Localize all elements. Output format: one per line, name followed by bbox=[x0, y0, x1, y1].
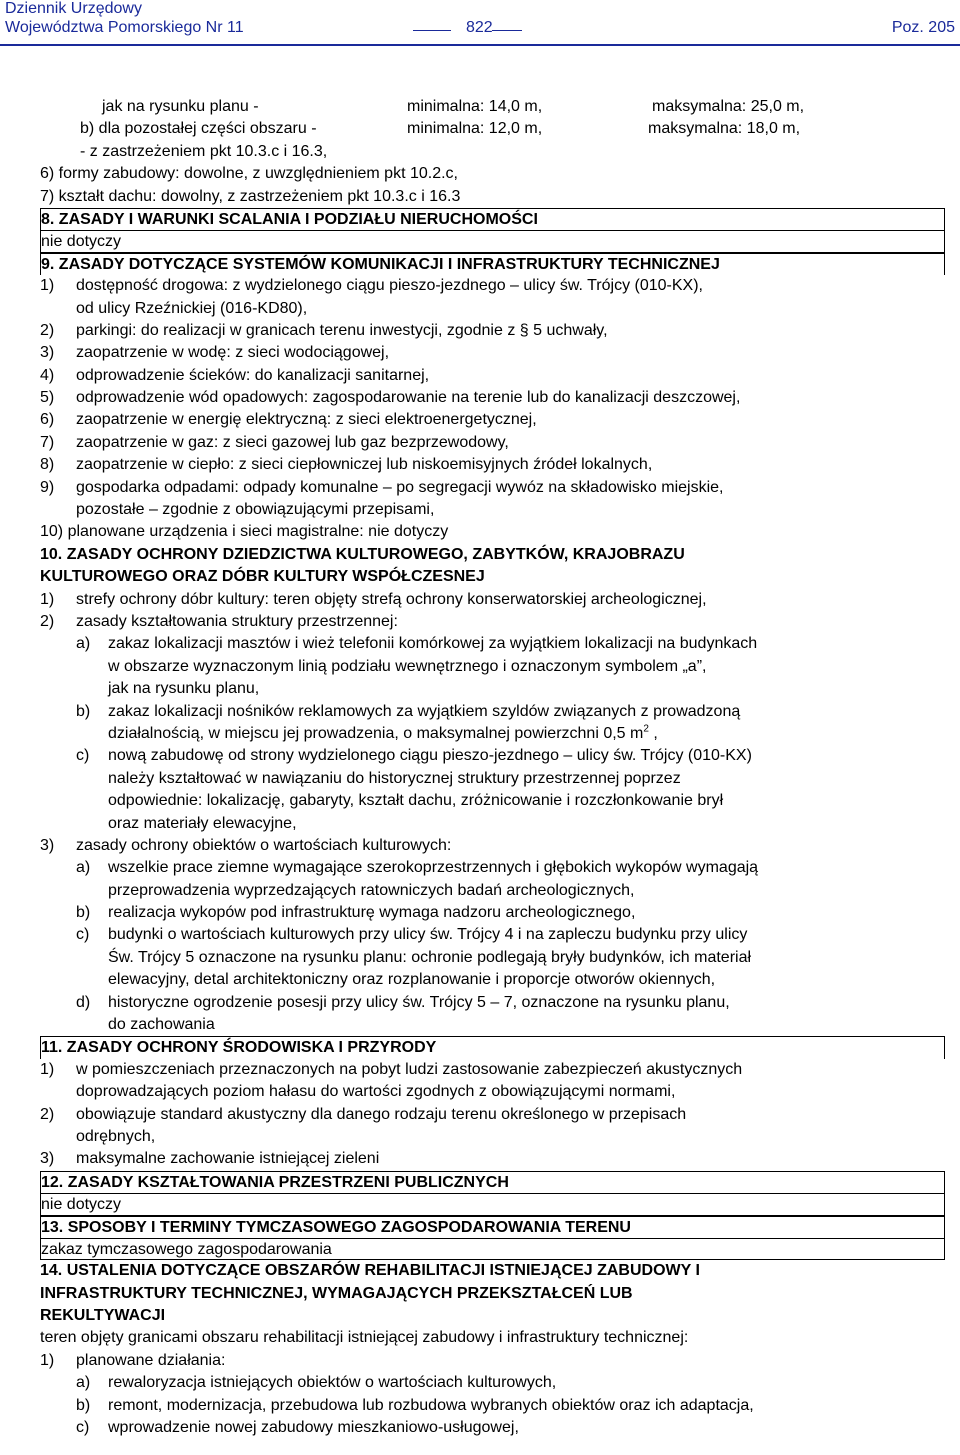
section-12-text: nie dotyczy bbox=[40, 1193, 945, 1215]
section-13-text: zakaz tymczasowego zagospodarowania bbox=[40, 1238, 945, 1260]
journal-title: Dziennik Urzędowy bbox=[5, 0, 142, 17]
s9-item-3: 3) zaopatrzenie w wodę: z sieci wodociągowej, bbox=[40, 344, 390, 362]
item-6-forms: 6) formy zabudowy: dowolne, z uwzględnieniem pkt 10.2.c, bbox=[40, 165, 458, 183]
height-note: - z zastrzeżeniem pkt 10.3.c i 16.3, bbox=[80, 142, 328, 160]
s11-item-2-cont: odrębnych, bbox=[76, 1127, 156, 1145]
s10-2-c-cont2: odpowiednie: lokalizację, gabaryty, kształt dachu, zróżnicowanie i rozczłonkowanie brył bbox=[108, 792, 724, 810]
section-9-heading: 9. ZASADY DOTYCZĄCE SYSTEMÓW KOMUNIKACJI I INFRASTRUKTURY TECHNICZNEJ bbox=[40, 253, 945, 275]
document-body bbox=[40, 96, 945, 1439]
section-14-text: teren objęty granicami obszaru rehabilitacji istniejącej zabudowy i infrastruktury technicznej: bbox=[40, 1329, 689, 1347]
s14-item-1: 1) planowane działania: bbox=[40, 1351, 226, 1369]
section-11-heading: 11. ZASADY OCHRONY ŚRODOWISKA I PRZYRODY bbox=[40, 1036, 945, 1058]
s9-item-9: 9) gospodarka odpadami: odpady komunalne – po segregacji wywóz na składowisko miejskie, bbox=[40, 478, 724, 496]
s11-item-3: 3) maksymalne zachowanie istniejącej zieleni bbox=[40, 1150, 380, 1168]
height-row-1: jak na rysunku planu - minimalna: 14,0 m, maksymalna: 25,0 m, bbox=[102, 98, 805, 115]
s10-2-b-cont: działalnością, w miejscu jej prowadzenia, o maksymalnej powierzchni 0,5 $m^2$ , bbox=[108, 723, 658, 742]
s10-2-c-cont: należy kształtować w nawiązaniu do historycznej struktury przestrzennej poprzez bbox=[108, 769, 681, 787]
s14-1-a: a) rewaloryzacja istniejących obiektów o wartościach kulturowych, bbox=[76, 1374, 557, 1392]
s10-3-c: c) budynki o wartościach kulturowych przy ulicy św. Trójcy 4 i na zapleczu budynku przy ulicy bbox=[76, 926, 748, 944]
s9-item-4: 4) odprowadzenie ścieków: do kanalizacji sanitarnej, bbox=[40, 366, 430, 384]
s10-3-a-cont: przeprowadzenia wyprzedzających ratowniczych badań archeologicznych, bbox=[108, 881, 635, 899]
s10-2-c-cont3: oraz materiały elewacyjne, bbox=[108, 814, 297, 832]
s10-3-d-cont: do zachowania bbox=[108, 1016, 215, 1034]
s9-item-5: 5) odprowadzenie wód opadowych: zagospodarowanie na terenie lub do kanalizacji deszczowej, bbox=[40, 389, 741, 407]
s11-item-2: 2) obowiązuje standard akustyczny dla danego rodzaju terenu określonego w przepisach bbox=[40, 1105, 687, 1123]
s9-item-1-cont: od ulicy Rzeźnickiej (016-KD80), bbox=[76, 299, 308, 317]
page-number: 822 bbox=[466, 19, 493, 36]
position-number: Poz. 205 bbox=[891, 19, 955, 36]
section-8-heading: 8. ZASADY I WARUNKI SCALANIA I PODZIAŁU NIERUCHOMOŚCI bbox=[40, 208, 945, 230]
s10-item-1: 1) strefy ochrony dóbr kultury: teren objęty strefą ochrony konserwatorskiej archeologicznej, bbox=[40, 590, 707, 608]
s10-2-a-cont: w obszarze wyznaczonym linią podziału wewnętrznego i oznaczonym symbolem „a”, bbox=[108, 657, 707, 675]
section-10-heading-cont: KULTUROWEGO ORAZ DÓBR KULTURY WSPÓŁCZESNEJ bbox=[40, 568, 485, 586]
s9-item-2: 2) parkingi: do realizacji w granicach terenu inwestycji, zgodnie z § 5 uchwały, bbox=[40, 321, 608, 339]
s11-item-1: 1) w pomieszczeniach przeznaczonych na pobyt ludzi zastosowanie zabezpieczeń akustycznych bbox=[40, 1060, 743, 1078]
item-7-roof: 7) kształt dachu: dowolny, z zastrzeżeniem pkt 10.3.c i 16.3 bbox=[40, 187, 461, 205]
s10-2-a: a) zakaz lokalizacji masztów i wież telefonii komórkowej za wyjątkiem lokalizacji na budynkach bbox=[76, 635, 758, 653]
header-rule bbox=[0, 44, 960, 46]
section-10-heading: 10. ZASADY OCHRONY DZIEDZICTWA KULTUROWEGO, ZABYTKÓW, KRAJOBRAZU bbox=[40, 545, 685, 563]
section-14-heading-cont2: REKULTYWACJI bbox=[40, 1307, 166, 1325]
section-13-heading: 13. SPOSOBY I TERMINY TYMCZASOWEGO ZAGOSPODAROWANIA TERENU bbox=[40, 1216, 945, 1238]
s10-3-c-cont: Św. Trójcy 5 oznaczone na rysunku planu: ochronie podlegają bryły budynków, ich materiał bbox=[108, 948, 752, 966]
page-number-dash-right bbox=[492, 30, 522, 31]
s10-2-a-cont2: jak na rysunku planu, bbox=[108, 680, 260, 698]
s11-item-1-cont: doprowadzających poziom hałasu do wartości zgodnych z obowiązującymi normami, bbox=[76, 1083, 676, 1101]
s10-3-b: b) realizacja wykopów pod infrastrukturę wymaga nadzoru archeologicznego, bbox=[76, 904, 636, 922]
s10-2-b: b) zakaz lokalizacji nośników reklamowych za wyjątkiem szyldów związanych z prowadzoną bbox=[76, 702, 741, 720]
s10-3-c-cont2: elewacyjny, detal architektoniczny oraz rozplanowanie i proporcje otworów okiennych, bbox=[108, 971, 716, 989]
page-header bbox=[0, 0, 960, 50]
section-8-text: nie dotyczy bbox=[40, 230, 945, 252]
section-14-heading: 14. USTALENIA DOTYCZĄCE OBSZARÓW REHABILITACJI ISTNIEJĄCEJ ZABUDOWY I bbox=[40, 1262, 700, 1280]
journal-subtitle: Województwa Pomorskiego Nr 11 bbox=[5, 19, 244, 36]
section-14-heading-cont: INFRASTRUKTURY TECHNICZNEJ, WYMAGAJĄCYCH PRZEKSZTAŁCEŃ LUB bbox=[40, 1284, 633, 1302]
s9-item-6: 6) zaopatrzenie w energię elektryczną: z sieci elektroenergetycznej, bbox=[40, 411, 537, 429]
s14-1-c: c) wprowadzenie nowej zabudowy mieszkaniowo-usługowej, bbox=[76, 1419, 519, 1437]
height-row-2: b) dla pozostałej części obszaru - minimalna: 12,0 m, maksymalna: 18,0 m, bbox=[80, 120, 801, 138]
section-12-heading: 12. ZASADY KSZTAŁTOWANIA PRZESTRZENI PUBLICZNYCH bbox=[40, 1171, 945, 1193]
s10-item-3: 3) zasady ochrony obiektów o wartościach kulturowych: bbox=[40, 836, 452, 854]
s9-item-10: 10) planowane urządzenia i sieci magistralne: nie dotyczy bbox=[40, 523, 449, 541]
s10-item-2: 2) zasady kształtowania struktury przestrzennej: bbox=[40, 612, 398, 630]
s9-item-1: 1) dostępność drogowa: z wydzielonego ciągu pieszo-jezdnego – ulicy św. Trójcy (010-KX), bbox=[40, 277, 703, 295]
s10-3-d: d) historyczne ogrodzenie posesji przy ulicy św. Trójcy 5 – 7, oznaczone na rysunku planu, bbox=[76, 993, 730, 1011]
s9-item-8: 8) zaopatrzenie w ciepło: z sieci ciepłowniczej lub niskoemisyjnych źródeł lokalnych, bbox=[40, 456, 653, 474]
s10-3-a: a) wszelkie prace ziemne wymagające szerokoprzestrzennych i głębokich wykopów wymagają bbox=[76, 859, 759, 877]
s9-item-7: 7) zaopatrzenie w gaz: z sieci gazowej lub gaz bezprzewodowy, bbox=[40, 433, 509, 451]
s14-1-b: b) remont, modernizacja, przebudowa lub rozbudowa wybranych obiektów oraz ich adaptacja, bbox=[76, 1396, 754, 1414]
s10-2-c: c) nową zabudowę od strony wydzielonego ciągu pieszo-jezdnego – ulicy św. Trójcy (010-KX) bbox=[76, 747, 752, 765]
s9-item-9-cont: pozostałe – zgodnie z obowiązującymi przepisami, bbox=[76, 501, 435, 519]
